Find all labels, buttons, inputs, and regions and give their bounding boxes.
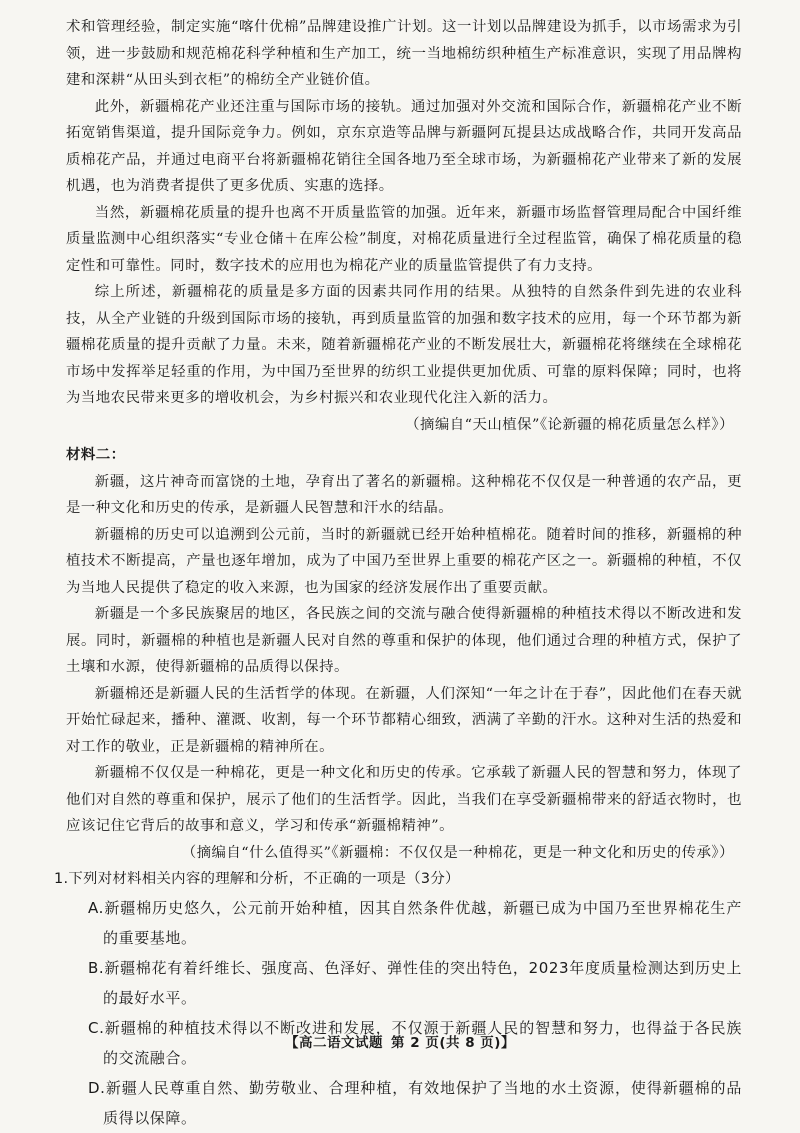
material1-paragraph: 当然，新疆棉花质量的提升也离不开质量监管的加强。近年来，新疆市场监督管理局配合中国纤维质量监测中心组织落实“专业仓储＋在库公检”制度，对棉花质量进行全过程监管，确保了棉花质量的稳定性和可靠性。同时，数字技术的应用也为棉花产业的质量监管提供了有力支持。 bbox=[66, 204, 742, 274]
material2-paragraph: 新疆是一个多民族聚居的地区，各民族之间的交流与融合使得新疆棉的种植技术得以不断改进和发展。同时，新疆棉的种植也是新疆人民对自然的尊重和保护的体现，他们通过合理的种植方式，保护了土壤和水源，使得新疆棉的品质得以保持。 bbox=[66, 606, 742, 675]
material2-paragraph: 新疆棉还是新疆人民的生活哲学的体现。在新疆，人们深知“一年之计在于春”，因此他们在春天就开始忙碌起来，播种、灌溉、收割，每一个环节都精心细致，洒满了辛勤的汗水。这种对生活的热爱和对工作的敬业，正是新疆棉的精神所在。 bbox=[66, 685, 742, 755]
question-1-stem: 1.下列对材料相关内容的理解和分析，不正确的一项是（3分） bbox=[54, 871, 460, 887]
material1-paragraph: 综上所述，新疆棉花的质量是多方面的因素共同作用的结果。从独特的自然条件到先进的农业科技，从全产业链的升级到国际市场的接轨，再到质量监管的加强和数字技术的应用，每一个环节都为新疆棉花质量的提升贡献了力量。未来，随着新疆棉花产业的不断发展壮大，新疆棉花将继续在全球棉花市场中发挥举足轻重的作用，为中国乃至世界的纺织工业提供更加优质、可靠的原料保障；同时，也将为当地农民带来更多的增收机会，为乡村振兴和农业现代化注入新的活力。 bbox=[66, 284, 742, 406]
footer-title: 【高二语文试题 bbox=[285, 1035, 384, 1051]
question-1-options bbox=[66, 893, 742, 1133]
footer-page-number: 第 2 页(共 8 页)】 bbox=[391, 1035, 515, 1051]
exam-page bbox=[54, 14, 742, 1133]
material2-paragraph: 新疆棉不仅仅是一种棉花，更是一种文化和历史的传承。它承载了新疆人民的智慧和努力，体现了他们对自然的尊重和保护，展示了他们的生活哲学。因此，当我们在享受新疆棉带来的舒适衣物时，也应该记住它背后的故事和意义，学习和传承“新疆棉精神”。 bbox=[66, 765, 742, 834]
material2-heading: 材料二： bbox=[66, 446, 126, 463]
material1-source: （摘编自“天山植保”《论新疆的棉花质量怎么样》） bbox=[405, 416, 734, 433]
material1-paragraph: 此外，新疆棉花产业还注重与国际市场的接轨。通过加强对外交流和国际合作，新疆棉花产业不断拓宽销售渠道，提升国际竞争力。例如，京东京造等品牌与新疆阿瓦提县达成战略合作，共同开发高品质棉花产品，并通过电商平台将新疆棉花销往全国各地乃至全球市场，为新疆棉花产业带来了新的发展机遇，也为消费者提供了更多优质、实惠的选择。 bbox=[66, 98, 742, 194]
material2-paragraph: 新疆，这片神奇而富饶的土地，孕育出了著名的新疆棉。这种棉花不仅仅是一种普通的农产品，更是一种文化和历史的传承，是新疆人民智慧和汗水的结晶。 bbox=[66, 473, 742, 516]
page-footer bbox=[0, 1031, 800, 1051]
option-b: B.新疆棉花有着纤维长、强度高、色泽好、弹性佳的突出特色，2023年度质量检测达到历史上的最好水平。 bbox=[88, 959, 742, 1007]
material2-paragraph: 新疆棉的历史可以追溯到公元前，当时的新疆就已经开始种植棉花。随着时间的推移，新疆棉的种植技术不断提高，产量也逐年增加，成为了中国乃至世界上重要的棉花产区之一。新疆棉的种植，不仅为当地人民提供了稳定的收入来源，也为国家的经济发展作出了重要贡献。 bbox=[66, 526, 742, 596]
material2-source: （摘编自“什么值得买”《新疆棉：不仅仅是一种棉花，更是一种文化和历史的传承》） bbox=[181, 844, 734, 861]
material1-paragraph-continued: 术和管理经验，制定实施“喀什优棉”品牌建设推广计划。这一计划以品牌建设为抓手，以市场需求为引领，进一步鼓励和规范棉花科学种植和生产加工，统一当地棉纺织种植生产标准意识，实现了用品牌构建和深耕“从田头到衣柜”的棉纺全产业链价值。 bbox=[66, 19, 742, 88]
option-d: D.新疆人民尊重自然、勤劳敬业、合理种植，有效地保护了当地的水土资源，使得新疆棉的品质得以保障。 bbox=[88, 1079, 742, 1127]
option-c: C.新疆棉的种植技术得以不断改进和发展，不仅源于新疆人民的智慧和努力，也得益于各民族的交流融合。 bbox=[88, 1019, 742, 1067]
option-a: A.新疆棉历史悠久，公元前开始种植，因其自然条件优越，新疆已成为中国乃至世界棉花生产的重要基地。 bbox=[88, 899, 742, 947]
